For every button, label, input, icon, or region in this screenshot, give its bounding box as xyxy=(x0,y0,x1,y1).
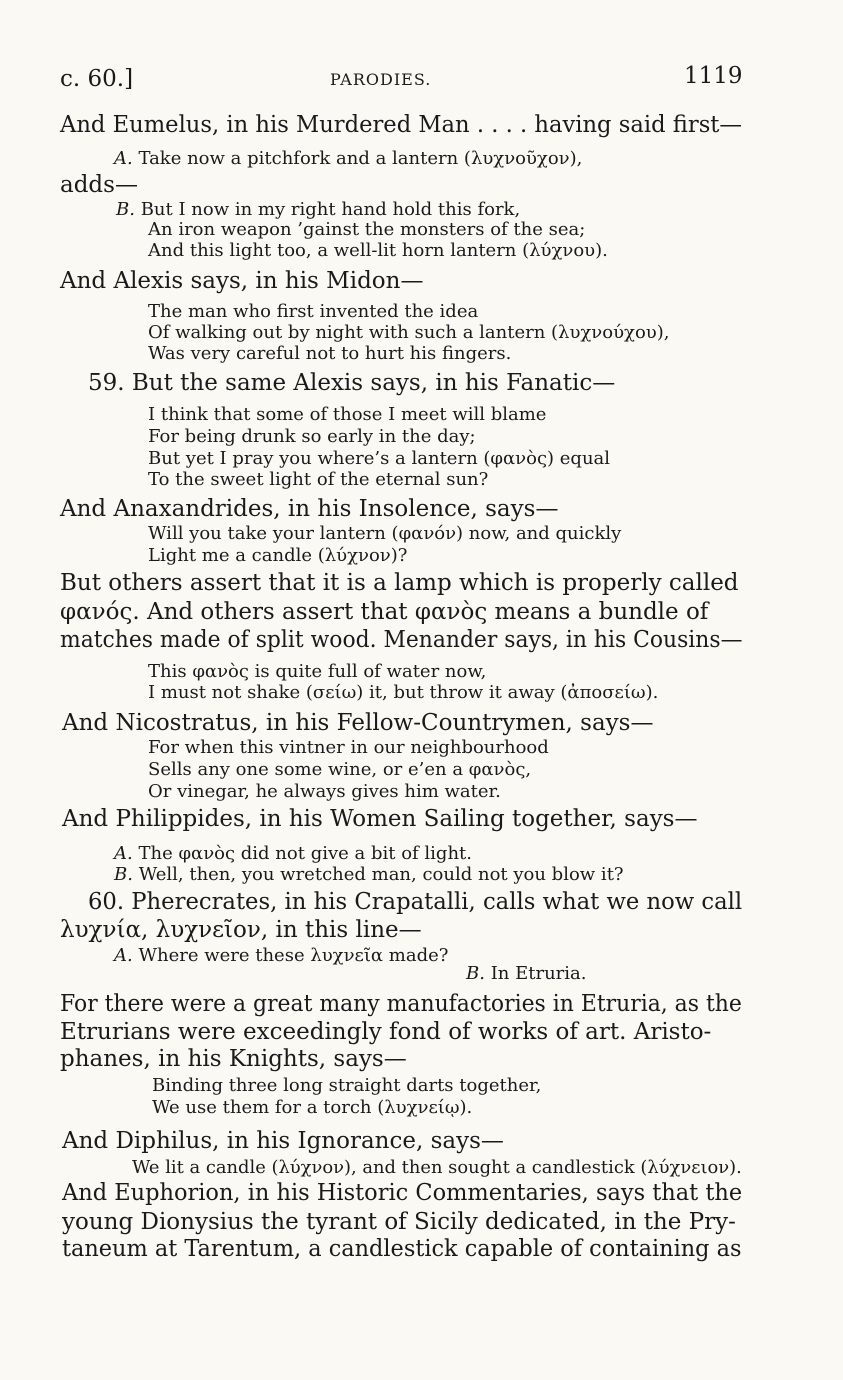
line-text: I think that some of those I meet will blame xyxy=(148,404,547,425)
verse-line xyxy=(148,737,549,758)
line-text: We lit a candle (λύχνον), and then sought a candlestick (λύχνειον). xyxy=(132,1157,742,1178)
prose-line xyxy=(60,917,422,943)
page-number: 1119 xyxy=(684,63,743,89)
line-text: The man who first invented the idea xyxy=(148,301,479,322)
line-text: Etrurians were exceedingly fond of works of art. Aristo- xyxy=(60,1019,712,1045)
speaker-label: A. xyxy=(114,843,133,864)
line-text: Or vinegar, he always gives him water. xyxy=(148,781,501,802)
line-text: Light me a candle (λύχνον)? xyxy=(148,545,408,566)
verse-line xyxy=(152,1075,541,1096)
prose-line xyxy=(60,268,423,294)
line-text: This φανὸς is quite full of water now, xyxy=(148,661,487,682)
line-text: φανός. And others assert that φανὸς means a bundle of xyxy=(60,599,709,625)
line-text: 59. But the same Alexis says, in his Fanatic— xyxy=(88,370,616,396)
line-text: And Euphorion, in his Historic Commentaries, says that the xyxy=(62,1180,743,1206)
verse-line xyxy=(148,343,511,364)
line-text: Well, then, you wretched man, could not you blow it? xyxy=(138,864,624,885)
running-title: PARODIES. xyxy=(330,70,432,89)
line-text: But others assert that it is a lamp which is properly called xyxy=(60,570,739,596)
verse-line xyxy=(148,404,546,425)
line-text: Binding three long straight darts together, xyxy=(152,1075,542,1096)
line-text: Where were these λυχνεῖα made? xyxy=(138,945,449,966)
verse-line xyxy=(148,322,669,343)
prose-line xyxy=(60,1046,407,1072)
verse-line xyxy=(466,963,587,984)
verse-line xyxy=(148,545,407,566)
prose-line xyxy=(88,370,615,396)
verse-line xyxy=(114,148,582,169)
line-text: For there were a great many manufactories in Etruria, as the xyxy=(60,991,742,1017)
verse-line xyxy=(148,426,476,447)
prose-line xyxy=(60,627,742,653)
verse-line xyxy=(148,682,658,703)
line-text: In Etruria. xyxy=(490,963,587,984)
line-text: And Alexis says, in his Midon— xyxy=(60,268,424,294)
line-text: adds— xyxy=(60,172,138,198)
verse-line xyxy=(148,661,486,682)
line-text: And this light too, a well-lit horn lantern (λύχνου). xyxy=(148,240,608,261)
line-text: Sells any one some wine, or e’en a φανὸς, xyxy=(148,759,532,780)
line-text: taneum at Tarentum, a candlestick capable of containing as xyxy=(62,1236,742,1262)
line-text: matches made of split wood. Menander says, in his Cousins— xyxy=(60,627,743,653)
line-text: But yet I pray you where’s a lantern (φανὸς) equal xyxy=(148,448,611,469)
line-text: For when this vintner in our neighbourhood xyxy=(148,737,549,758)
line-text: And Nicostratus, in his Fellow-Countrymen, says— xyxy=(62,710,654,736)
line-text: The φανὸς did not give a bit of light. xyxy=(138,843,473,864)
verse-line xyxy=(148,469,488,490)
speaker-label: B. xyxy=(116,199,135,220)
verse-line xyxy=(114,843,472,864)
line-text: But I now in my right hand hold this fork, xyxy=(140,199,521,220)
prose-line xyxy=(60,991,742,1017)
verse-line xyxy=(116,199,520,220)
prose-line xyxy=(62,806,698,832)
prose-line xyxy=(88,889,742,915)
speaker-label: B. xyxy=(114,864,133,885)
line-text: Of walking out by night with such a lantern (λυχνούχου), xyxy=(148,322,670,343)
line-text: Take now a pitchfork and a lantern (λυχνοῦχον), xyxy=(138,148,583,169)
prose-line xyxy=(62,710,653,736)
verse-line xyxy=(148,523,621,544)
verse-line xyxy=(148,240,608,261)
verse-line xyxy=(148,448,610,469)
line-text: young Dionysius the tyrant of Sicily dedicated, in the Pry- xyxy=(62,1209,736,1235)
verse-line xyxy=(148,301,478,322)
speaker-label: B. xyxy=(466,963,485,984)
line-text: And Philippides, in his Women Sailing together, says— xyxy=(62,806,698,832)
verse-line xyxy=(152,1097,472,1118)
speaker-label: A. xyxy=(114,148,133,169)
line-text: For being drunk so early in the day; xyxy=(148,426,476,447)
section-marker: c. 60.] xyxy=(60,66,134,92)
line-text: To the sweet light of the eternal sun? xyxy=(148,469,489,490)
prose-line xyxy=(60,172,138,198)
prose-line xyxy=(62,1128,504,1154)
prose-line xyxy=(60,570,739,596)
prose-line xyxy=(60,112,742,138)
prose-line xyxy=(62,1180,742,1206)
line-text: I must not shake (σείω) it, but throw it away (ἀποσείω). xyxy=(148,682,659,703)
line-text: λυχνία, λυχνεῖον, in this line— xyxy=(60,917,422,943)
line-text: And Diphilus, in his Ignorance, says— xyxy=(62,1128,504,1154)
line-text: We use them for a torch (λυχνείῳ). xyxy=(152,1097,473,1118)
line-text: 60. Pherecrates, in his Crapatalli, calls what we now call xyxy=(88,889,743,915)
prose-line xyxy=(60,1019,711,1045)
prose-line xyxy=(62,1236,742,1262)
verse-line xyxy=(132,1157,742,1178)
line-text: An iron weapon ’gainst the monsters of the sea; xyxy=(148,219,586,240)
line-text: And Anaxandrides, in his Insolence, says— xyxy=(60,496,559,522)
verse-line xyxy=(148,781,501,802)
line-text: phanes, in his Knights, says— xyxy=(60,1046,407,1072)
line-text: And Eumelus, in his Murdered Man . . . . having said first— xyxy=(60,112,743,138)
verse-line xyxy=(148,219,585,240)
line-text: Will you take your lantern (φανόν) now, and quickly xyxy=(148,523,622,544)
prose-line xyxy=(62,1209,736,1235)
prose-line xyxy=(60,496,558,522)
verse-line xyxy=(114,864,624,885)
verse-line xyxy=(148,759,531,780)
line-text: Was very careful not to hurt his fingers. xyxy=(148,343,512,364)
speaker-label: A. xyxy=(114,945,133,966)
verse-line xyxy=(114,945,448,966)
prose-line xyxy=(60,599,708,625)
